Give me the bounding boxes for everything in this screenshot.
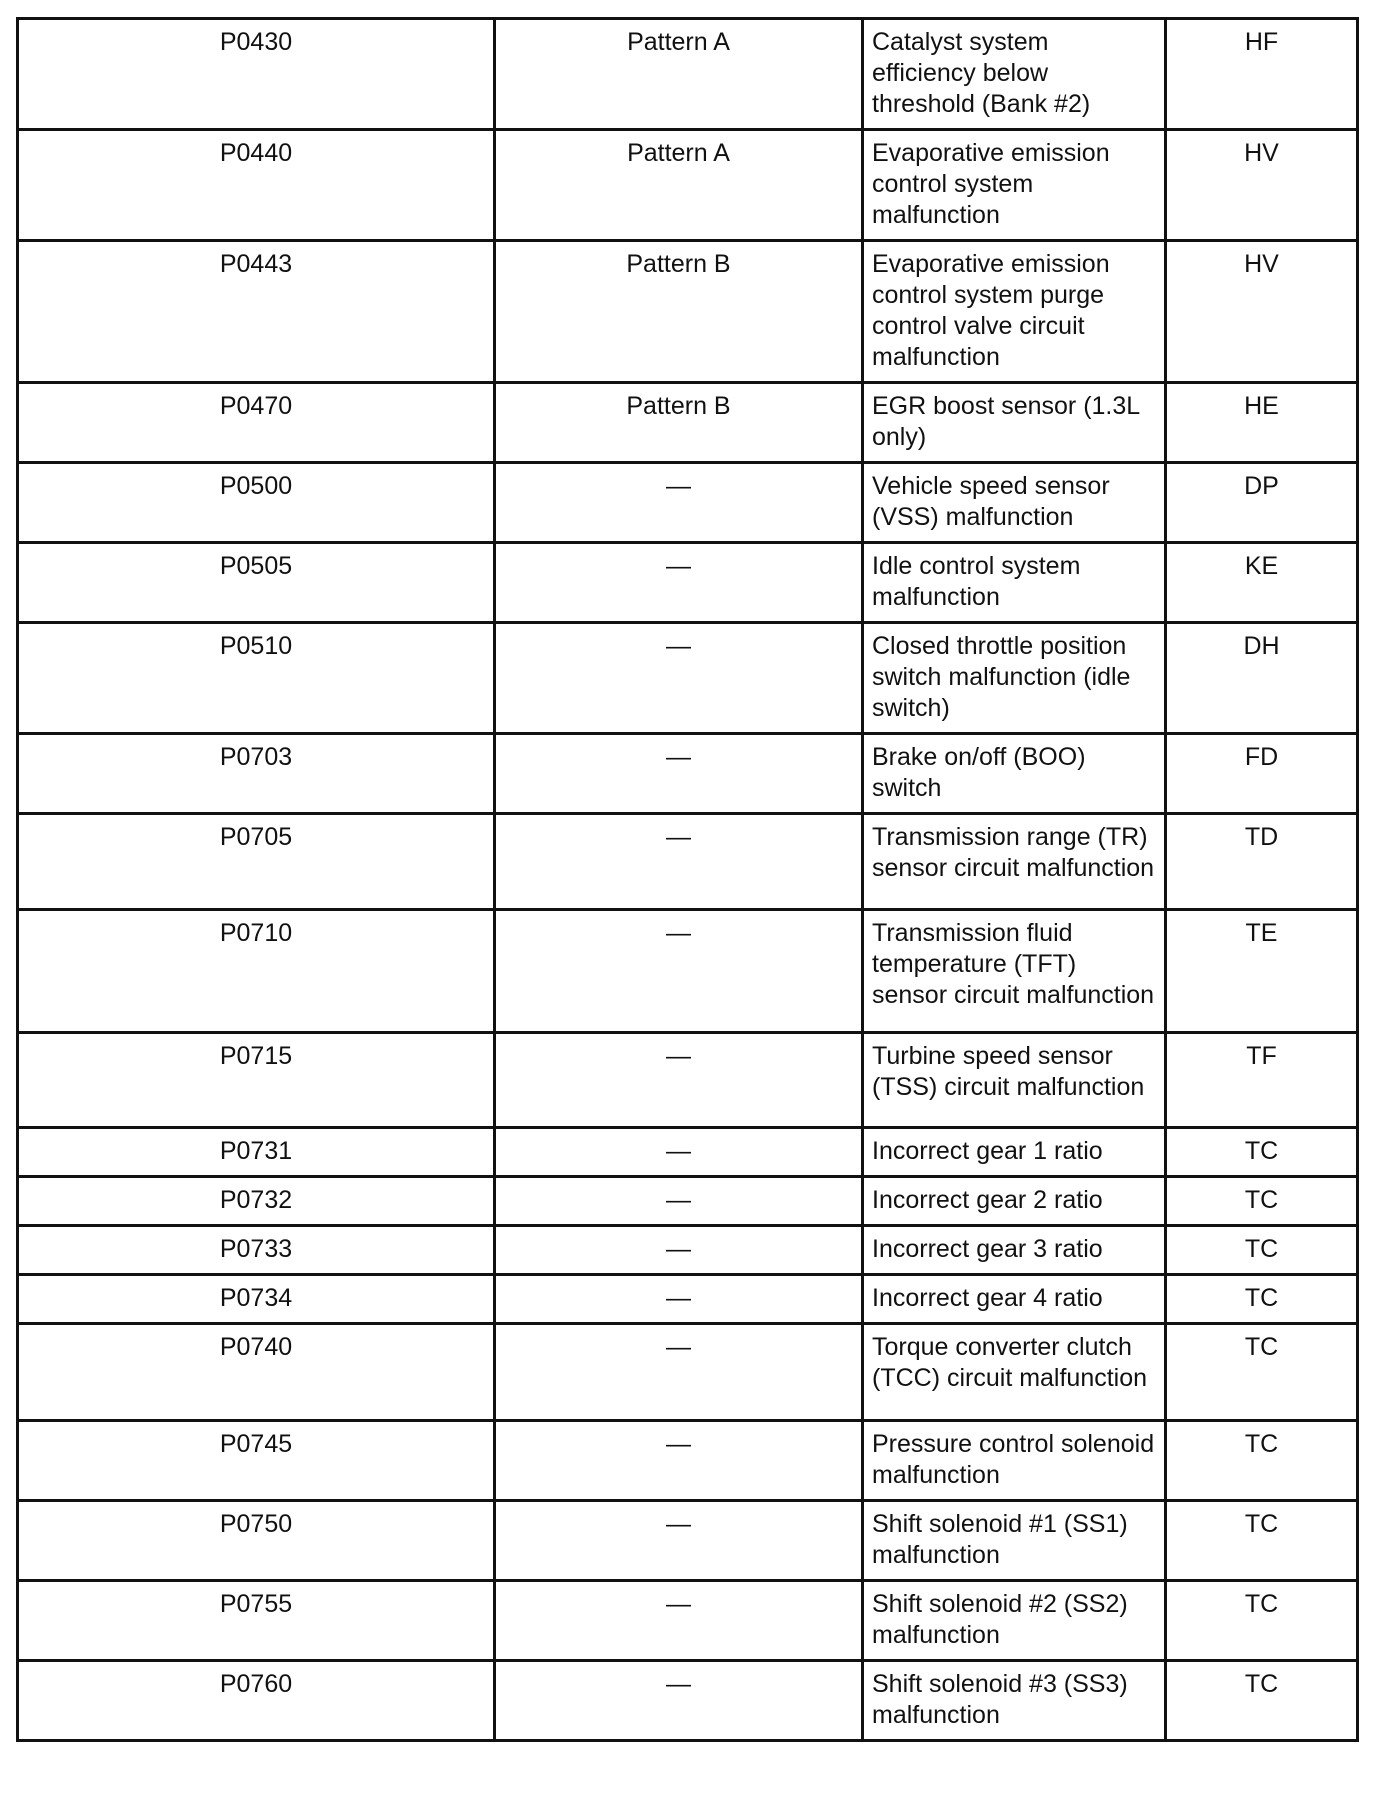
pattern-cell: Pattern A [495, 19, 863, 130]
description-cell: Brake on/off (BOO) switch [863, 734, 1166, 814]
table-row [18, 19, 1358, 130]
abbreviation-cell: TC [1166, 1501, 1358, 1581]
dtc-code-cell: P0740 [18, 1324, 495, 1421]
dtc-code-cell: P0470 [18, 383, 495, 463]
dtc-code-cell: P0755 [18, 1581, 495, 1661]
abbreviation-cell: HF [1166, 19, 1358, 130]
abbreviation-cell: TC [1166, 1177, 1358, 1226]
table-row [18, 1275, 1358, 1324]
description-cell: Torque converter clutch (TCC) circuit malfunction [863, 1324, 1166, 1421]
pattern-cell: — [495, 734, 863, 814]
description-cell: Evaporative emission control system purge control valve circuit malfunction [863, 241, 1166, 383]
abbreviation-cell: HE [1166, 383, 1358, 463]
dtc-code-cell: P0510 [18, 623, 495, 734]
table-row [18, 1581, 1358, 1661]
pattern-cell: — [495, 1275, 863, 1324]
dtc-code-cell: P0731 [18, 1128, 495, 1177]
description-cell: Catalyst system efficiency below threshold (Bank #2) [863, 19, 1166, 130]
pattern-cell: — [495, 1324, 863, 1421]
pattern-cell: — [495, 623, 863, 734]
table-row [18, 1501, 1358, 1581]
table-row [18, 1421, 1358, 1501]
abbreviation-cell: TC [1166, 1661, 1358, 1741]
description-cell: Incorrect gear 4 ratio [863, 1275, 1166, 1324]
abbreviation-cell: TD [1166, 814, 1358, 910]
description-cell: EGR boost sensor (1.3L only) [863, 383, 1166, 463]
abbreviation-cell: TF [1166, 1033, 1358, 1128]
description-cell: Pressure control solenoid malfunction [863, 1421, 1166, 1501]
table-row [18, 910, 1358, 1033]
dtc-code-cell: P0734 [18, 1275, 495, 1324]
pattern-cell: Pattern B [495, 383, 863, 463]
table-row [18, 130, 1358, 241]
dtc-code-cell: P0732 [18, 1177, 495, 1226]
abbreviation-cell: DP [1166, 463, 1358, 543]
dtc-code-cell: P0500 [18, 463, 495, 543]
description-cell: Transmission range (TR) sensor circuit malfunction [863, 814, 1166, 910]
pattern-cell: Pattern A [495, 130, 863, 241]
table-row [18, 623, 1358, 734]
abbreviation-cell: HV [1166, 130, 1358, 241]
dtc-code-cell: P0505 [18, 543, 495, 623]
pattern-cell: — [495, 1226, 863, 1275]
description-cell: Shift solenoid #3 (SS3) malfunction [863, 1661, 1166, 1741]
dtc-code-cell: P0715 [18, 1033, 495, 1128]
pattern-cell: — [495, 1581, 863, 1661]
pattern-cell: — [495, 1661, 863, 1741]
pattern-cell: — [495, 814, 863, 910]
pattern-cell: — [495, 1421, 863, 1501]
pattern-cell: — [495, 910, 863, 1033]
dtc-code-cell: P0745 [18, 1421, 495, 1501]
table-row [18, 1033, 1358, 1128]
description-cell: Closed throttle position switch malfunction (idle switch) [863, 623, 1166, 734]
description-cell: Evaporative emission control system malfunction [863, 130, 1166, 241]
abbreviation-cell: TC [1166, 1581, 1358, 1661]
table-row [18, 463, 1358, 543]
table-row [18, 1324, 1358, 1421]
dtc-code-cell: P0760 [18, 1661, 495, 1741]
abbreviation-cell: TE [1166, 910, 1358, 1033]
dtc-table-body [18, 19, 1358, 1741]
abbreviation-cell: TC [1166, 1324, 1358, 1421]
dtc-code-cell: P0710 [18, 910, 495, 1033]
table-row [18, 543, 1358, 623]
pattern-cell: — [495, 1177, 863, 1226]
pattern-cell: Pattern B [495, 241, 863, 383]
abbreviation-cell: DH [1166, 623, 1358, 734]
abbreviation-cell: TC [1166, 1128, 1358, 1177]
description-cell: Shift solenoid #1 (SS1) malfunction [863, 1501, 1166, 1581]
abbreviation-cell: HV [1166, 241, 1358, 383]
pattern-cell: — [495, 1128, 863, 1177]
description-cell: Shift solenoid #2 (SS2) malfunction [863, 1581, 1166, 1661]
description-cell: Vehicle speed sensor (VSS) malfunction [863, 463, 1166, 543]
description-cell: Idle control system malfunction [863, 543, 1166, 623]
pattern-cell: — [495, 463, 863, 543]
dtc-code-cell: P0750 [18, 1501, 495, 1581]
table-row [18, 734, 1358, 814]
dtc-code-cell: P0703 [18, 734, 495, 814]
dtc-code-cell: P0430 [18, 19, 495, 130]
abbreviation-cell: TC [1166, 1421, 1358, 1501]
dtc-code-cell: P0733 [18, 1226, 495, 1275]
abbreviation-cell: TC [1166, 1226, 1358, 1275]
description-cell: Transmission fluid temperature (TFT) sensor circuit malfunction [863, 910, 1166, 1033]
table-row [18, 383, 1358, 463]
abbreviation-cell: TC [1166, 1275, 1358, 1324]
dtc-code-cell: P0443 [18, 241, 495, 383]
description-cell: Incorrect gear 2 ratio [863, 1177, 1166, 1226]
dtc-code-cell: P0440 [18, 130, 495, 241]
table-row [18, 241, 1358, 383]
description-cell: Incorrect gear 1 ratio [863, 1128, 1166, 1177]
table-row [18, 1661, 1358, 1741]
table-row [18, 814, 1358, 910]
description-cell: Turbine speed sensor (TSS) circuit malfunction [863, 1033, 1166, 1128]
table-row [18, 1128, 1358, 1177]
pattern-cell: — [495, 1033, 863, 1128]
abbreviation-cell: FD [1166, 734, 1358, 814]
table-row [18, 1177, 1358, 1226]
dtc-code-cell: P0705 [18, 814, 495, 910]
pattern-cell: — [495, 543, 863, 623]
abbreviation-cell: KE [1166, 543, 1358, 623]
table-row [18, 1226, 1358, 1275]
description-cell: Incorrect gear 3 ratio [863, 1226, 1166, 1275]
pattern-cell: — [495, 1501, 863, 1581]
dtc-table [16, 17, 1359, 1742]
